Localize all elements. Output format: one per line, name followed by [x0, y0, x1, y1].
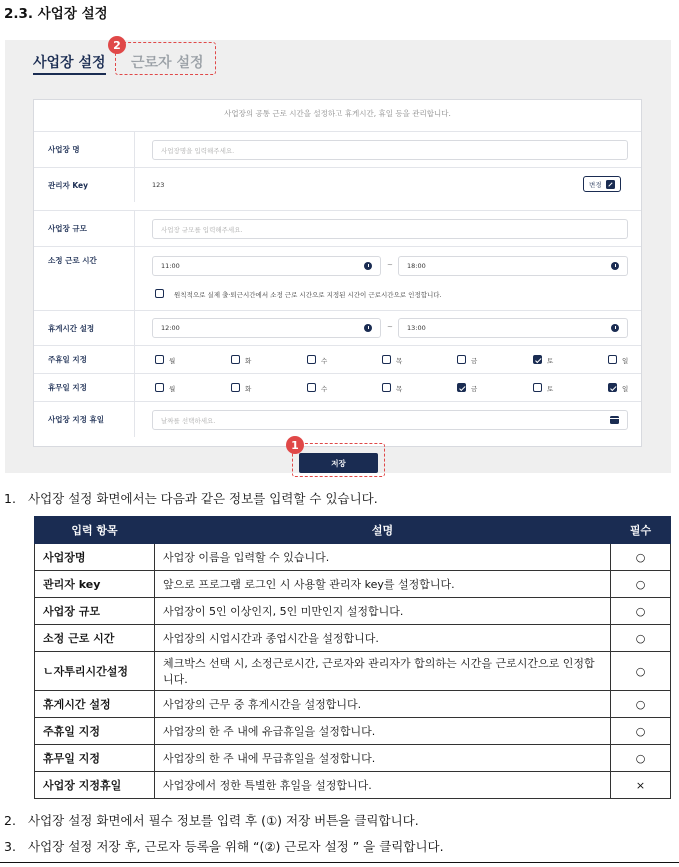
required-cell: × [611, 772, 671, 799]
biz-name-label: 사업장 명 [34, 132, 135, 167]
biz-scale-input[interactable]: 사업장 규모를 입력해주세요. [152, 219, 628, 239]
special-holiday-placeholder: 날짜를 선택하세요. [161, 416, 216, 425]
weekly-holiday-checkbox-5[interactable] [533, 355, 542, 364]
calendar-icon [610, 416, 619, 424]
work-end-input[interactable] [398, 256, 628, 276]
weekly-holiday-checkbox-4[interactable] [457, 355, 466, 364]
item-cell: 사업장명 [35, 544, 155, 571]
day-label: 일 [622, 385, 629, 393]
day-label: 수 [321, 357, 328, 365]
unpaid-holiday-checkbox-2[interactable] [307, 383, 316, 392]
day-label: 화 [245, 385, 252, 393]
pencil-icon [606, 180, 615, 189]
item-cell: 휴무일 지정 [35, 745, 155, 772]
day-label: 일 [622, 357, 629, 365]
description-cell: 앞으로 프로그램 로그인 시 사용할 관리자 key를 설정합니다. [155, 571, 611, 598]
required-cell: ○ [611, 598, 671, 625]
description-cell: 사업장 이름을 입력할 수 있습니다. [155, 544, 611, 571]
required-cell: ○ [611, 718, 671, 745]
paragraph-2-number: 2. [4, 813, 16, 828]
paragraph-3-text: 사업장 설정 저장 후, 근로자 등록을 위해 “(②) 근로자 설정 ” 을 클릭합니다. [28, 839, 444, 854]
day-label: 수 [321, 385, 328, 393]
paragraph-3 [4, 837, 444, 855]
unpaid-holiday-checkbox-3[interactable] [382, 383, 391, 392]
work-start-input[interactable] [152, 256, 381, 276]
day-label: 금 [471, 357, 478, 365]
item-cell: 사업장 규모 [35, 598, 155, 625]
clock-icon [611, 324, 619, 332]
break-end-input[interactable] [398, 318, 628, 338]
weekly-holiday-checkbox-2[interactable] [307, 355, 316, 364]
biz-scale-label: 사업장 규모 [34, 211, 135, 246]
spare-time-checkbox[interactable] [155, 289, 164, 298]
weekly-holiday-checkbox-0[interactable] [155, 355, 164, 364]
range-separator: ~ [387, 323, 393, 331]
change-key-button[interactable] [583, 176, 621, 192]
required-cell: ○ [611, 625, 671, 652]
unpaid-holiday-label: 휴무일 지정 [34, 374, 135, 401]
row-weekly-holiday [34, 345, 641, 373]
table-row [35, 718, 671, 745]
item-cell: 소정 근로 시간 [35, 625, 155, 652]
description-cell: 사업장에서 정한 특별한 휴일을 설정합니다. [155, 772, 611, 799]
work-end-value: 18:00 [407, 262, 426, 270]
clock-icon [364, 324, 372, 332]
step-badge-1: 1 [286, 436, 304, 454]
row-unpaid-holiday [34, 373, 641, 401]
table-row [35, 745, 671, 772]
unpaid-holiday-checkbox-6[interactable] [608, 383, 617, 392]
clock-icon [364, 262, 372, 270]
day-label: 금 [471, 385, 478, 393]
table-row [35, 544, 671, 571]
paragraph-1 [4, 489, 378, 507]
work-time-label: 소정 근로 시간 [34, 247, 135, 310]
paragraph-2-text: 사업장 설정 화면에서 필수 정보를 입력 후 (①) 저장 버튼을 클릭합니다. [28, 813, 419, 828]
day-label: 토 [547, 385, 554, 393]
tab-business-settings[interactable]: 사업장 설정 [33, 52, 106, 75]
change-key-label: 변경 [589, 180, 602, 189]
description-cell: 사업장의 한 주 내에 무급휴일을 설정합니다. [155, 745, 611, 772]
admin-key-value: 123 [152, 181, 165, 189]
header-required: 필수 [611, 517, 671, 544]
paragraph-2 [4, 811, 419, 829]
break-start-input[interactable] [152, 318, 381, 338]
table-row [35, 625, 671, 652]
paragraph-1-text: 사업장 설정 화면에서는 다음과 같은 정보를 입력할 수 있습니다. [28, 491, 378, 506]
item-cell: 주휴일 지정 [35, 718, 155, 745]
unpaid-holiday-checkbox-0[interactable] [155, 383, 164, 392]
break-end-value: 13:00 [407, 324, 426, 332]
admin-key-label: 관리자 Key [34, 168, 135, 202]
save-button[interactable]: 저장 [299, 453, 378, 473]
settings-form [33, 99, 642, 447]
item-cell: 관리자 key [35, 571, 155, 598]
worker-tab-highlight [115, 42, 216, 75]
paragraph-3-number: 3. [4, 839, 16, 854]
description-cell: 사업장이 5인 이상인지, 5인 미만인지 설정합니다. [155, 598, 611, 625]
row-biz-name [34, 131, 641, 167]
item-cell: 사업장 지정휴일 [35, 772, 155, 799]
table-row [35, 598, 671, 625]
weekly-holiday-label: 주휴일 지정 [34, 346, 135, 373]
paragraph-1-number: 1. [4, 491, 16, 506]
form-description: 사업장의 공통 근로 시간을 설정하고 휴게시간, 휴일 등을 관리합니다. [224, 109, 451, 118]
day-label: 월 [169, 357, 176, 365]
unpaid-holiday-checkbox-1[interactable] [231, 383, 240, 392]
weekly-holiday-checkbox-3[interactable] [382, 355, 391, 364]
description-cell: 사업장의 근무 중 휴게시간을 설정합니다. [155, 691, 611, 718]
step-badge-2: 2 [108, 36, 126, 54]
footer-rule [0, 862, 679, 863]
special-holiday-label: 사업장 지정 휴일 [34, 402, 135, 437]
description-cell: 체크박스 선택 시, 소정근로시간, 근로자와 관리자가 합의하는 시간을 근로시간으로 인정합니다. [155, 652, 611, 691]
break-time-label: 휴게시간 설정 [34, 311, 135, 345]
tab-worker-settings[interactable]: 근로자 설정 [131, 55, 204, 71]
item-cell: ㄴ자투리시간설정 [35, 652, 155, 691]
unpaid-holiday-checkbox-4[interactable] [457, 383, 466, 392]
weekly-holiday-checkbox-1[interactable] [231, 355, 240, 364]
required-cell: ○ [611, 745, 671, 772]
row-admin-key [34, 167, 641, 202]
row-work-time [34, 246, 641, 310]
break-start-value: 12:00 [161, 324, 180, 332]
weekly-holiday-checkbox-6[interactable] [608, 355, 617, 364]
row-biz-scale [34, 210, 641, 246]
description-cell: 사업장의 한 주 내에 유급휴일을 설정합니다. [155, 718, 611, 745]
day-label: 월 [169, 385, 176, 393]
table-row [35, 652, 671, 691]
work-start-value: 11:00 [161, 262, 180, 270]
table-row [35, 772, 671, 799]
table-row [35, 571, 671, 598]
description-cell: 사업장의 시업시간과 종업시간을 설정합니다. [155, 625, 611, 652]
range-separator: ~ [387, 261, 393, 269]
header-item: 입력 항목 [35, 517, 155, 544]
table-row [35, 691, 671, 718]
field-table [34, 516, 671, 799]
required-cell: ○ [611, 544, 671, 571]
required-cell: ○ [611, 652, 671, 691]
clock-icon [611, 262, 619, 270]
special-holiday-input[interactable] [152, 410, 628, 430]
row-special-holiday [34, 401, 641, 437]
day-label: 목 [396, 357, 403, 365]
unpaid-holiday-checkbox-5[interactable] [533, 383, 542, 392]
header-description: 설명 [155, 517, 611, 544]
spare-time-checkbox-label: 원칙적으로 실제 출·퇴근시간에서 소정 근로 시간으로 지정된 시간이 근로시간으로 인정합니다. [174, 291, 442, 299]
item-cell: 휴게시간 설정 [35, 691, 155, 718]
day-label: 토 [547, 357, 554, 365]
section-title: 2.3. 사업장 설정 [4, 6, 108, 22]
day-label: 화 [245, 357, 252, 365]
required-cell: ○ [611, 571, 671, 598]
day-label: 목 [396, 385, 403, 393]
row-break-time [34, 310, 641, 345]
required-cell: ○ [611, 691, 671, 718]
biz-name-input[interactable]: 사업장명을 입력해주세요. [152, 140, 628, 160]
